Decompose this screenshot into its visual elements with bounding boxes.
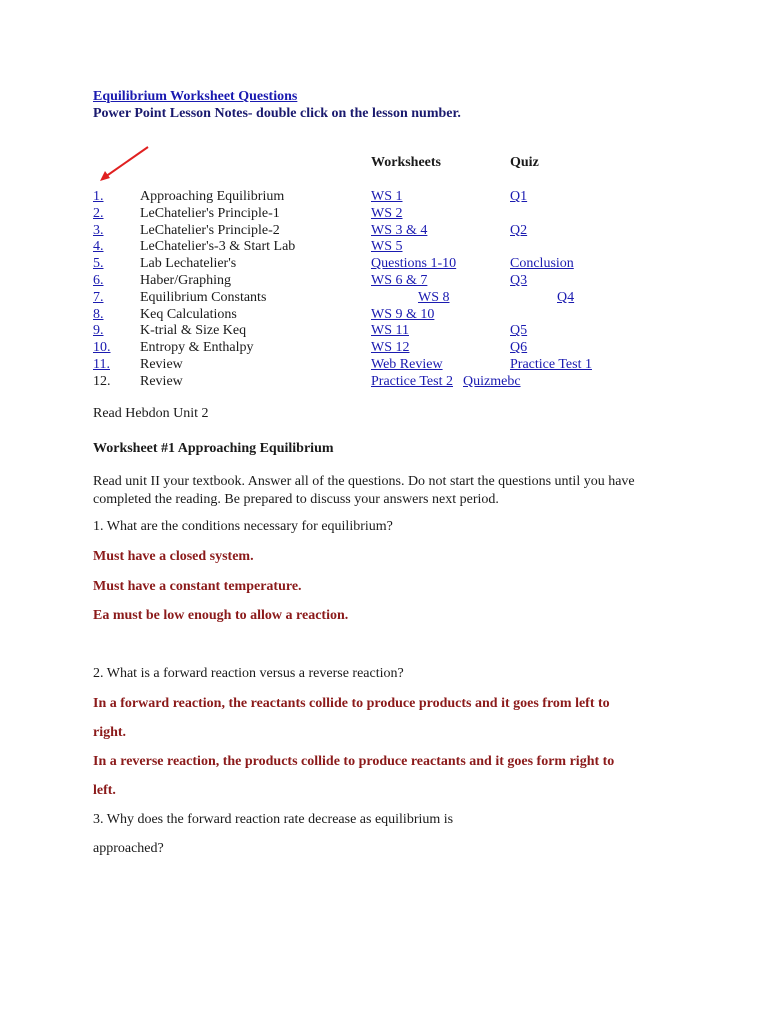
quiz-link[interactable]: Q6	[510, 340, 528, 356]
lesson-name: Equilibrium Constants	[140, 289, 267, 305]
lesson-name: Lab Lechatelier's	[140, 256, 237, 272]
lesson-number-link[interactable]: 11.	[93, 357, 110, 372]
worksheet-link[interactable]: WS 2	[371, 205, 403, 221]
answer-1-line-1: Must have a closed system.	[93, 549, 254, 564]
lesson-name: LeChatelier's Principle-2	[140, 222, 280, 238]
lesson-number-link[interactable]: 5.	[93, 256, 104, 272]
lesson-row	[0, 322, 768, 339]
intro-paragraph: Read unit II your textbook. Answer all of the questions. Do not start the questions until you have completed the reading. Be prepared to discuss your answers next period.	[93, 474, 635, 507]
lesson-row	[0, 339, 768, 356]
lesson-row	[0, 205, 768, 222]
lesson-name: Review	[140, 373, 183, 389]
worksheet-heading: Worksheet #1 Approaching Equilibrium	[93, 441, 334, 456]
lesson-row	[0, 356, 768, 373]
lesson-number-link[interactable]: 9.	[93, 323, 104, 339]
lesson-name: Entropy & Enthalpy	[140, 340, 254, 356]
quiz-link[interactable]: Q2	[510, 222, 528, 238]
lesson-row	[0, 188, 768, 205]
answer-2-reverse-cont: left.	[93, 783, 116, 798]
quiz-link[interactable]: Q4	[557, 289, 575, 305]
lesson-row	[0, 255, 768, 272]
question-3: 3. Why does the forward reaction rate decrease as equilibrium is	[93, 812, 454, 827]
lesson-row	[0, 306, 768, 323]
quiz-link[interactable]: Q1	[510, 189, 528, 204]
lesson-number-link[interactable]: 3.	[93, 222, 104, 238]
quiz-link[interactable]: Quizmebc	[463, 373, 521, 389]
lesson-number-link[interactable]: 8.	[93, 306, 104, 322]
lesson-number-link[interactable]: 10.	[93, 340, 111, 356]
worksheets-column-header: Worksheets	[371, 155, 441, 170]
answer-1-line-2: Must have a constant temperature.	[93, 579, 302, 594]
lesson-name: Approaching Equilibrium	[140, 189, 285, 204]
answer-2-forward: In a forward reaction, the reactants collide to produce products and it goes from left to	[93, 696, 610, 711]
answer-2-forward-cont: right.	[93, 725, 127, 740]
lesson-number-link[interactable]: 7.	[93, 289, 104, 305]
worksheet-link[interactable]: WS 1	[371, 189, 403, 204]
lesson-name: Haber/Graphing	[140, 273, 231, 288]
page-title[interactable]: Equilibrium Worksheet Questions	[93, 89, 298, 104]
quiz-link[interactable]: Q5	[510, 323, 528, 339]
worksheet-link[interactable]: WS 5	[371, 239, 403, 255]
quiz-column-header: Quiz	[510, 155, 539, 170]
lesson-number-link[interactable]: 6.	[93, 273, 104, 288]
lesson-row	[0, 272, 768, 289]
page-subtitle: Power Point Lesson Notes- double click on the lesson number.	[93, 106, 461, 121]
quiz-link[interactable]: Q3	[510, 273, 528, 288]
lesson-name: Review	[140, 357, 183, 372]
lesson-row	[0, 222, 768, 239]
answer-2-reverse: In a reverse reaction, the products collide to produce reactants and it goes form right to	[93, 754, 615, 769]
lesson-row	[0, 289, 768, 306]
lesson-number-link[interactable]: 2.	[93, 205, 104, 221]
quiz-link[interactable]: Conclusion	[510, 256, 574, 272]
answer-1-line-3: Ea must be low enough to allow a reaction.	[93, 608, 349, 623]
worksheet-link[interactable]: WS 11	[371, 323, 409, 339]
lesson-row	[0, 238, 768, 255]
question-3-cont: approached?	[93, 841, 164, 856]
lesson-name: LeChatelier's-3 & Start Lab	[140, 239, 296, 255]
worksheet-link[interactable]: WS 9 & 10	[371, 306, 435, 322]
question-1: 1. What are the conditions necessary for equilibrium?	[93, 519, 393, 534]
lesson-name: LeChatelier's Principle-1	[140, 205, 280, 221]
lesson-number-link: 12.	[93, 373, 111, 389]
worksheet-link[interactable]: WS 12	[371, 340, 410, 356]
worksheet-link[interactable]: Web Review	[371, 357, 443, 372]
worksheet-link[interactable]: Questions 1-10	[371, 256, 457, 272]
worksheet-link[interactable]: Practice Test 2	[371, 373, 453, 389]
red-arrow-icon	[96, 144, 152, 186]
lesson-name: Keq Calculations	[140, 306, 237, 322]
worksheet-link[interactable]: WS 8	[418, 289, 450, 305]
lesson-number-link[interactable]: 1.	[93, 189, 104, 204]
lesson-row	[0, 373, 768, 390]
worksheet-link[interactable]: WS 3 & 4	[371, 222, 428, 238]
read-unit-text: Read Hebdon Unit 2	[93, 406, 209, 421]
worksheet-link[interactable]: WS 6 & 7	[371, 273, 428, 288]
question-2: 2. What is a forward reaction versus a reverse reaction?	[93, 666, 404, 681]
quiz-link[interactable]: Practice Test 1	[510, 357, 592, 372]
lesson-number-link[interactable]: 4.	[93, 239, 104, 255]
lesson-name: K-trial & Size Keq	[140, 323, 247, 339]
